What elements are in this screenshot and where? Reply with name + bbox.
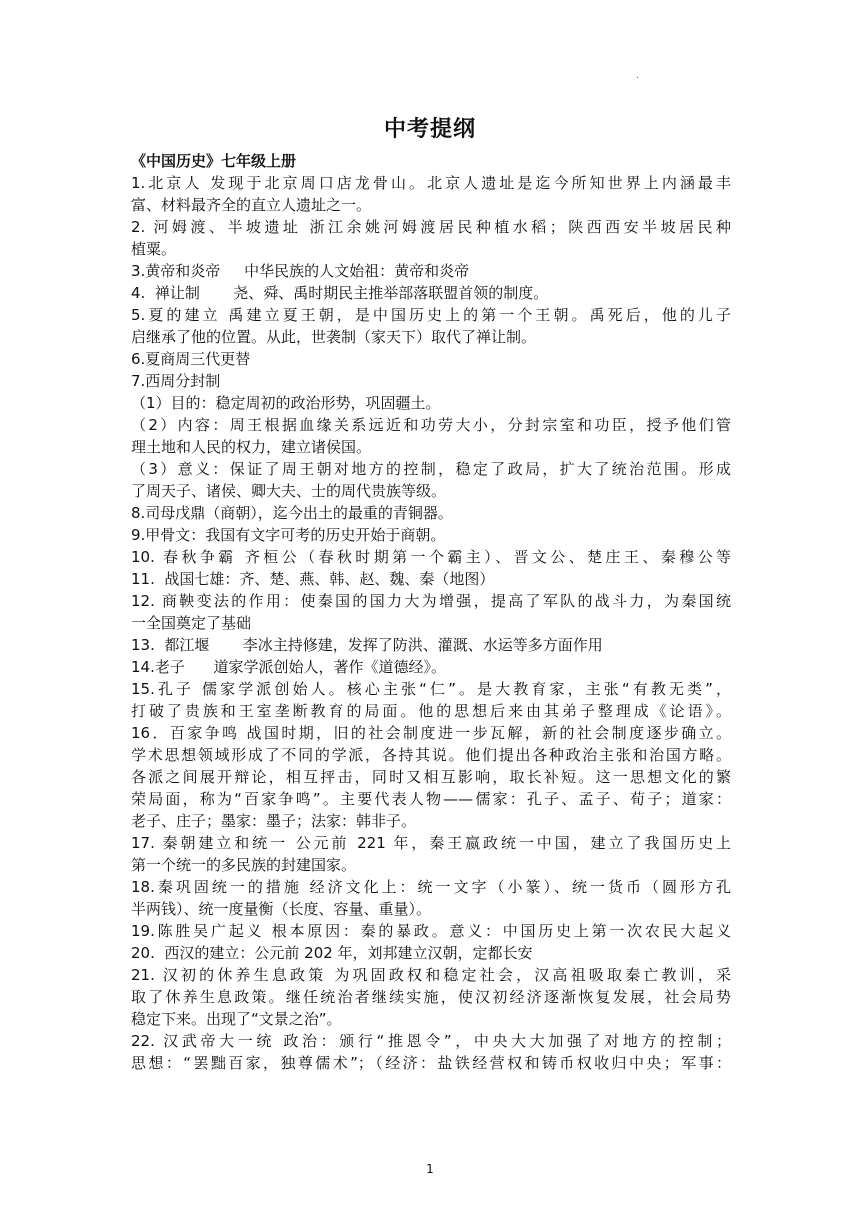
text-line: 21. 汉初的休养生息政策 为巩固政权和稳定社会，汉高祖吸取秦亡教训，采 — [131, 966, 731, 984]
text-line: 一全国奠定了基础 — [131, 614, 252, 632]
text-line: 思想：“罢黜百家，独尊儒术”；（经济：盐铁经营权和铸币权收归中央；军事： — [131, 1054, 731, 1072]
text-line: （2）内容：周王根据血缘关系远近和功劳大小，分封宗室和功臣，授予他们管 — [131, 416, 731, 434]
text-line: 13. 都江堰 李冰主持修建，发挥了防洪、灌溉、水运等多方面作用 — [131, 636, 603, 654]
section-heading: 《中国历史》七年级上册 — [131, 152, 297, 170]
text-line: 3.黄帝和炎帝 中华民族的人文始祖：黄帝和炎帝 — [131, 262, 470, 280]
text-line: 启继承了他的位置。从此，世袭制（家天下）取代了禅让制。 — [131, 328, 537, 346]
page-number: 1 — [426, 1162, 434, 1176]
text-line: 各派之间展开辩论，相互抨击，同时又相互影响，取长补短。这一思想文化的繁 — [131, 768, 731, 786]
text-line: 10. 春秋争霸 齐桓公（春秋时期第一个霸主）、晋文公、楚庄王、秦穆公等 — [131, 548, 731, 566]
top-mark: . — [636, 70, 640, 81]
text-line: 1.北京人 发现于北京周口店龙骨山。北京人遗址是迄今所知世界上内涵最丰 — [131, 174, 731, 192]
text-line: 12. 商鞅变法的作用：使秦国的国力大为增强，提高了军队的战斗力，为秦国统 — [131, 592, 731, 610]
text-line: （3）意义：保证了周王朝对地方的控制，稳定了政局，扩大了统治范围。形成 — [131, 460, 731, 478]
text-line: 20. 西汉的建立：公元前 202 年，刘邦建立汉朝，定都长安 — [131, 944, 533, 962]
text-line: 16．百家争鸣 战国时期，旧的社会制度进一步瓦解，新的社会制度逐步确立。 — [131, 724, 731, 742]
document-title: 中考提纲 — [383, 117, 476, 142]
text-line: 荣局面，称为“百家争鸣”。主要代表人物——儒家：孔子、孟子、荀子；道家： — [131, 790, 731, 808]
text-line: 14.老子 道家学派创始人，著作《道德经》。 — [131, 658, 446, 676]
text-line: 17. 秦朝建立和统一 公元前 221 年，秦王嬴政统一中国，建立了我国历史上 — [131, 834, 731, 852]
text-line: 8.司母戊鼎（商朝），迄今出土的最重的青铜器。 — [131, 504, 453, 522]
text-line: 第一个统一的多民族的封建国家。 — [131, 856, 357, 874]
text-line: 9.甲骨文：我国有文字可考的历史开始于商朝。 — [131, 526, 446, 544]
text-line: 6.夏商周三代更替 — [131, 350, 251, 368]
text-line: 4. 禅让制 尧、舜、禹时期民主推举部落联盟首领的制度。 — [131, 284, 549, 302]
text-line: 15.孔子 儒家学派创始人。核心主张“仁”。是大教育家，主张“有教无类”， — [131, 680, 731, 698]
text-line: 7.西周分封制 — [131, 372, 221, 390]
text-line: （1）目的：稳定周初的政治形势，巩固疆土。 — [131, 394, 441, 412]
text-line: 11. 战国七雄：齐、楚、燕、韩、赵、魏、秦（地图） — [131, 570, 495, 588]
text-line: 植粟。 — [131, 240, 177, 258]
text-line: 22. 汉武帝大一统 政治：颁行“推恩令”，中央大大加强了对地方的控制； — [131, 1032, 731, 1050]
text-line: 2. 河姆渡、半坡遗址 浙江余姚河姆渡居民种植水稻；陕西西安半坡居民种 — [131, 218, 731, 236]
text-line: 稳定下来。出现了“文景之治”。 — [131, 1010, 342, 1028]
text-line: 学术思想领域形成了不同的学派，各持其说。他们提出各种政治主张和治国方略。 — [131, 746, 731, 764]
text-line: 半两钱）、统一度量衡（长度、容量、重量）。 — [131, 900, 432, 918]
text-line: 富、材料最齐全的直立人遗址之一。 — [131, 196, 372, 214]
text-line: 打破了贵族和王室垄断教育的局面。他的思想后来由其弟子整理成《论语》。 — [131, 702, 731, 720]
document-body — [131, 150, 731, 1074]
text-line: 18.秦巩固统一的措施 经济文化上：统一文字（小篆）、统一货币（圆形方孔 — [131, 878, 731, 896]
text-line: 取了休养生息政策。继任统治者继续实施，使汉初经济逐渐恢复发展，社会局势 — [131, 988, 731, 1006]
text-line: 了周天子、诸侯、卿大夫、士的周代贵族等级。 — [131, 482, 447, 500]
text-line: 理土地和人民的权力，建立诸侯国。 — [131, 438, 372, 456]
text-line: 19.陈胜吴广起义 根本原因：秦的暴政。意义：中国历史上第一次农民大起义 — [131, 922, 731, 940]
text-line: 5.夏的建立 禹建立夏王朝，是中国历史上的第一个王朝。禹死后，他的儿子 — [131, 306, 731, 324]
text-line: 老子、庄子；墨家：墨子；法家：韩非子。 — [131, 812, 417, 830]
